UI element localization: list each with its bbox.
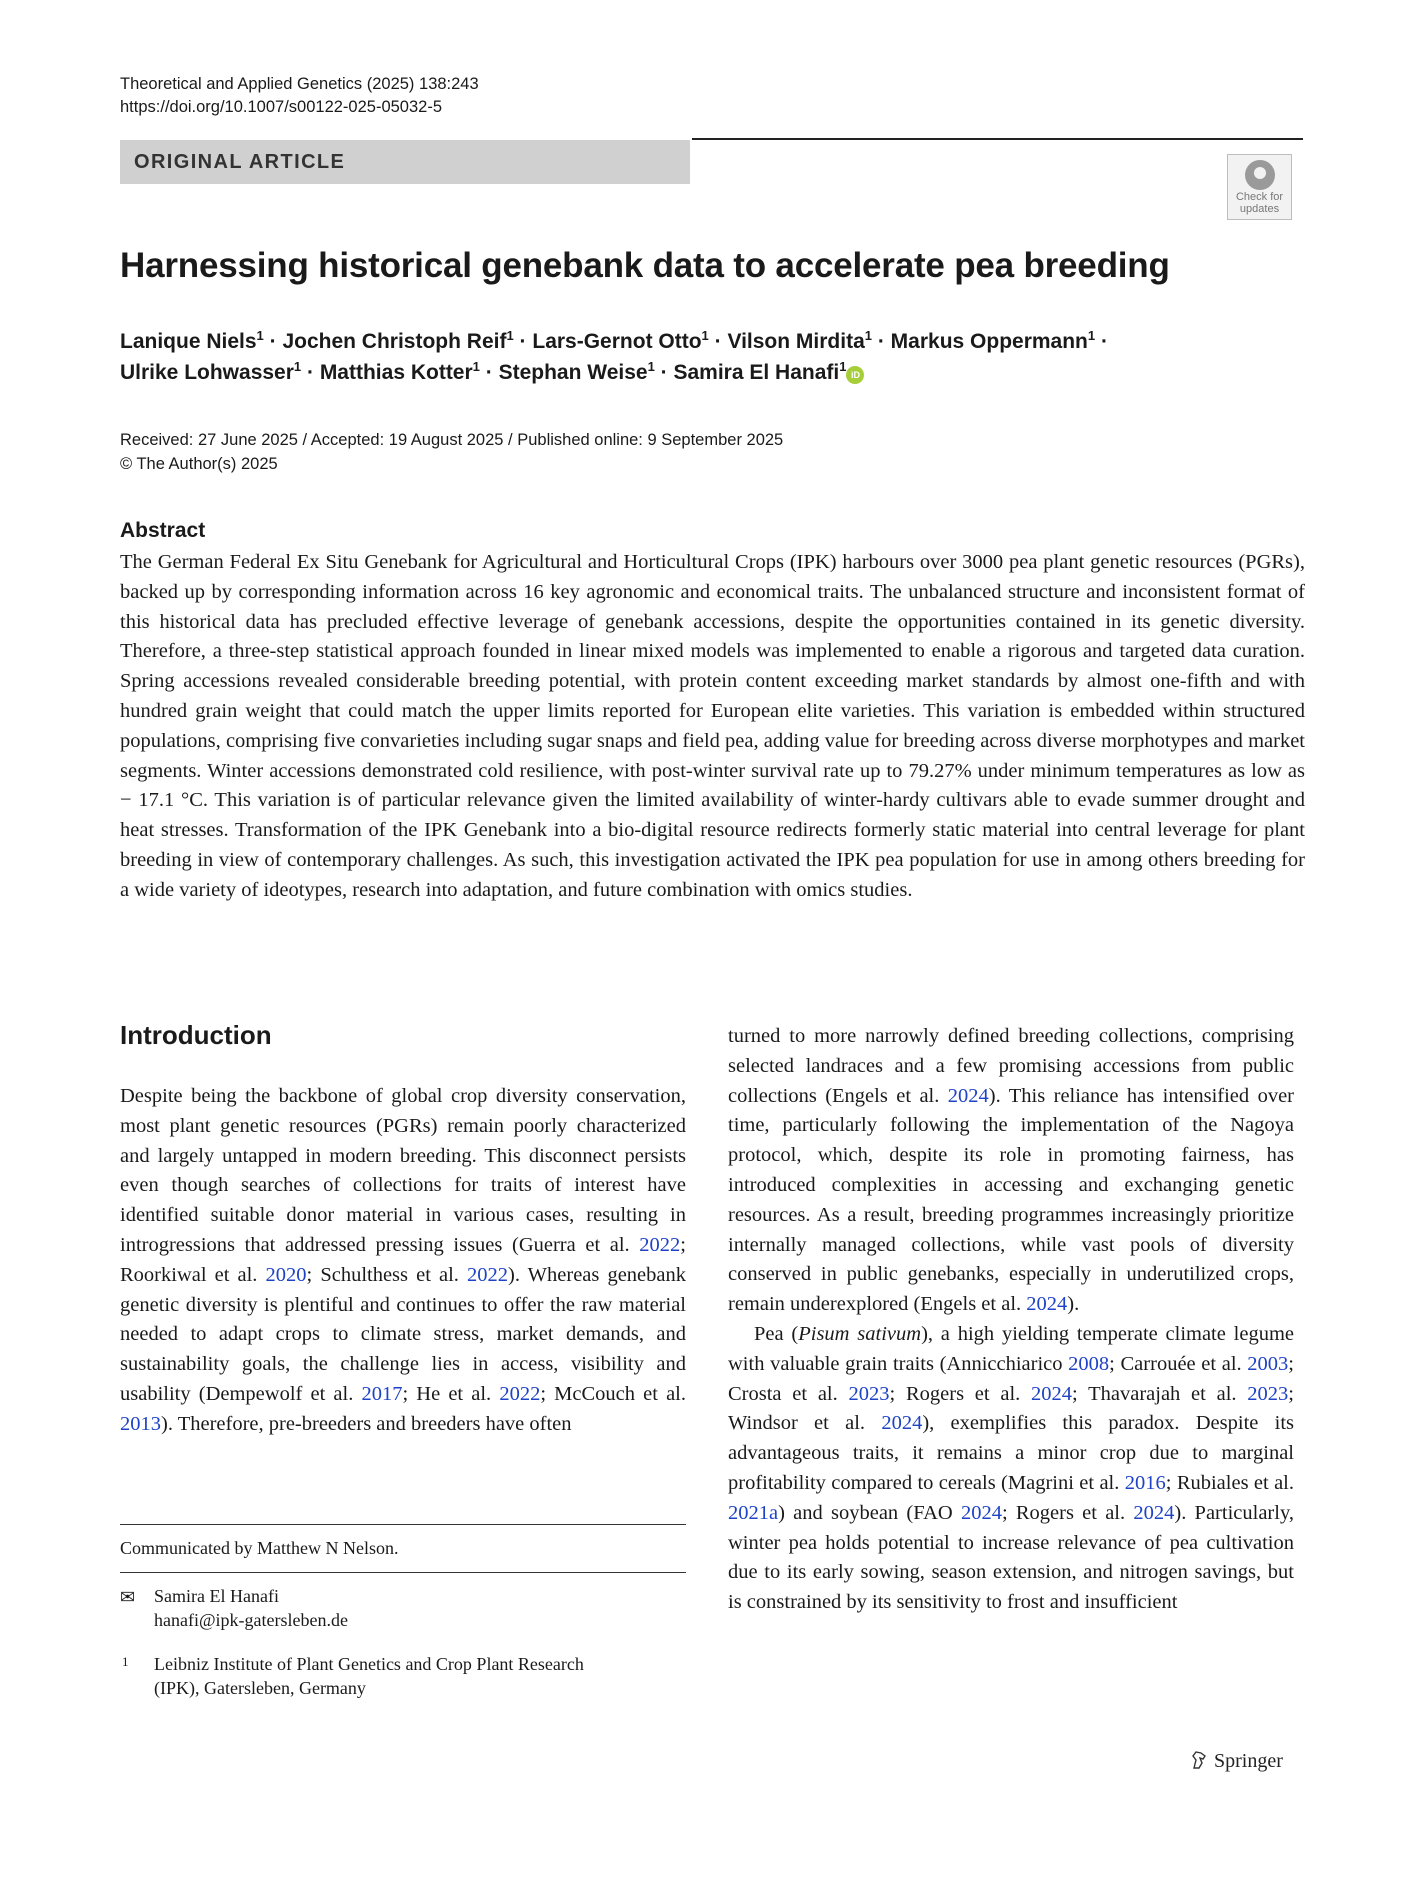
intro-paragraph-1-continued [728, 1022, 1294, 1320]
citation-link[interactable]: 2020 [265, 1263, 307, 1286]
history-dates: Received: 27 June 2025 / Accepted: 19 August 2025 / Published online: 9 September 2025 [120, 431, 784, 449]
affiliation-number: 1 [122, 1654, 129, 1669]
orcid-icon[interactable]: iD [846, 366, 864, 384]
doi-link[interactable]: https://doi.org/10.1007/s00122-025-05032-5 [120, 98, 442, 116]
author-separator: · [708, 330, 728, 353]
author-affiliation-mark: 1 [701, 328, 709, 343]
species-name: Pisum sativum [798, 1322, 922, 1345]
author-separator: · [872, 330, 891, 353]
paragraph-text: ). Therefore, pre-breeders and breeders have often [161, 1412, 572, 1435]
copyright: © The Author(s) 2025 [120, 455, 278, 473]
check-updates-icon [1245, 160, 1275, 190]
article-type-banner: ORIGINAL ARTICLE [120, 140, 690, 184]
paragraph-text: ; He et al. [402, 1382, 500, 1405]
paragraph-text: Pea ( [754, 1322, 799, 1345]
footnote-divider-2 [120, 1572, 686, 1573]
paragraph-text: ; Windsor et al. [728, 1382, 1294, 1435]
author-list [120, 326, 1310, 388]
intro-paragraph-2 [728, 1320, 1294, 1618]
footnote-divider [120, 1524, 686, 1525]
check-for-updates-badge[interactable] [1227, 154, 1292, 220]
citation-link[interactable]: 2024 [1026, 1293, 1068, 1316]
publisher-logo [1190, 1748, 1283, 1774]
envelope-icon: ✉ [120, 1587, 136, 1607]
paragraph-text: ; Rogers et al. [889, 1382, 1032, 1405]
header-rule [692, 138, 1303, 140]
citation-link[interactable]: 2024 [1133, 1501, 1175, 1524]
paragraph-text: ; Carrouée et al. [1109, 1352, 1248, 1375]
citation-link[interactable]: 2022 [639, 1233, 681, 1256]
author-line-1 [120, 326, 1310, 357]
author-separator: · [479, 361, 499, 384]
citation-link[interactable]: 2023 [848, 1382, 890, 1405]
citation-link[interactable]: 2021a [728, 1501, 779, 1524]
citation-link[interactable]: 2008 [1068, 1352, 1110, 1375]
paragraph-text: ; Rubiales et al. [1165, 1471, 1295, 1494]
springer-horse-icon [1190, 1750, 1208, 1770]
citation-link[interactable]: 2003 [1247, 1352, 1289, 1375]
abstract-text: The German Federal Ex Situ Genebank for Agricultural and Horticultural Crops (IPK) harbours over 3000 pea plant genetic resources (PGRs), backed up by corresponding information across 16 key agronomic and economical traits. The unbalanced structure and inconsistent format of this historical data has precluded effective leverage of genebank accessions, despite the opportunities contained in its genetic diversity. Therefore, a three-step statistical approach founded in linear mixed models was implemented to enable a rigorous and targeted data curation. Spring accessions revealed considerable breeding potential, with protein content exceeding market standards by almost one-fifth and with hundred grain weight that could match the upper limits reported for European elite varieties. This variation is embedded within structured populations, comprising five convarieties including sugar snaps and field pea, adding value for breeding across diverse morphotypes and market segments. Winter accessions demonstrated cold resilience, with post-winter survival rate up to 79.27% under minimum temperatures as low as − 17.1 °C. This variation is of particular relevance given the limited availability of winter-hardy cultivars able to evade summer drought and heat stresses. Transformation of the IPK Genebank into a bio-digital resource redirects formerly static material into central leverage for plant breeding in view of contemporary challenges. As such, this investigation activated the IPK pea population for use in among others breeding for a wide variety of ideotypes, research into adaptation, and future combination with omics studies. [120, 551, 1305, 901]
citation-link[interactable]: 2013 [120, 1412, 161, 1435]
paragraph-text: ), a high yielding temperate climate legume with valuable grain traits (Annicchiarico [728, 1322, 1294, 1375]
paragraph-text: ). [1067, 1293, 1080, 1316]
citation-link[interactable]: 2024 [947, 1084, 989, 1107]
author-name: Lanique Niels [120, 330, 257, 353]
author-affiliation-mark: 1 [1087, 328, 1096, 343]
paragraph-text: ; Thavarajah et al. [1072, 1382, 1248, 1405]
author-affiliation-mark: 1 [864, 328, 872, 343]
paragraph-text: ; Schulthess et al. [306, 1263, 467, 1286]
author-separator: · [301, 361, 320, 384]
paragraph-text: ; Roorkiwal et al. [120, 1233, 686, 1286]
introduction-heading: Introduction [120, 1020, 272, 1050]
paragraph-text: ; Crosta et al. [728, 1352, 1294, 1405]
author-affiliation-mark: 1 [839, 359, 847, 374]
author-affiliation-mark: 1 [256, 328, 264, 343]
corresponding-email[interactable]: hanafi@ipk-gatersleben.de [154, 1610, 348, 1630]
citation-link[interactable]: 2023 [1247, 1382, 1289, 1405]
abstract-heading: Abstract [120, 519, 206, 542]
journal-citation: Theoretical and Applied Genetics (2025) 138:243 [120, 75, 479, 93]
author-line-2 [120, 357, 1310, 388]
author-name: Lars-Gernot Otto [532, 330, 702, 353]
paragraph-text: ) and soybean (FAO [778, 1501, 961, 1524]
author-name: Ulrike Lohwasser [120, 361, 294, 384]
citation-link[interactable]: 2017 [361, 1382, 403, 1405]
author-name: Vilson Mirdita [727, 330, 865, 353]
citation-link[interactable]: 2022 [467, 1263, 508, 1286]
citation-link[interactable]: 2024 [960, 1501, 1002, 1524]
paragraph-text: ). Particularly, winter pea holds potential to increase relevance of pea cultivation due to its early sowing, season extension, and nitrogen savings, but is constrained by its sensitivity to frost and insufficient [728, 1501, 1294, 1614]
citation-link[interactable]: 2024 [1031, 1382, 1073, 1405]
author-separator: · [1095, 330, 1108, 353]
author-separator: · [263, 330, 283, 353]
author-name: Markus Oppermann [890, 330, 1088, 353]
paragraph-text: turned to more narrowly defined breeding collections, comprising selected landraces and a few promising accessions from public collections (Engels et al. [728, 1025, 1294, 1107]
paragraph-text: ). Whereas genebank genetic diversity is plentiful and continues to offer the raw material needed to adapt crops to climate stress, market demands, and sustainability goals, the challenge lies in access, visibility and usability (Dempewolf et al. [120, 1263, 687, 1405]
affiliation-line-1: Leibniz Institute of Plant Genetics and Crop Plant Research [154, 1654, 584, 1674]
paragraph-text: Despite being the backbone of global crop diversity conservation, most plant genetic resources (PGRs) remain poorly characterized and largely untapped in modern breeding. This disconnect persists even though searches of collections for traits of interest have identified suitable donor material in various cases, resulting in introgressions that addressed pressing issues (Guerra et al. [120, 1085, 686, 1256]
author-affiliation-mark: 1 [506, 328, 514, 343]
paragraph-text: ; Rogers et al. [1001, 1501, 1134, 1524]
journal-header [120, 73, 479, 119]
author-separator: · [513, 330, 533, 353]
citation-link[interactable]: 2024 [881, 1412, 923, 1435]
author-affiliation-mark: 1 [293, 359, 302, 374]
author-affiliation-mark: 1 [472, 359, 480, 374]
paragraph-text: ; McCouch et al. [540, 1382, 686, 1405]
article-title: Harnessing historical genebank data to accelerate pea breeding [120, 246, 1170, 285]
check-updates-label-2: updates [1239, 203, 1280, 215]
author-affiliation-mark: 1 [647, 359, 655, 374]
paragraph-text: ). This reliance has intensified over time, particularly following the implementation of the Nagoya protocol, which, despite its role in promoting fairness, has introduced complexities in accessing and exchanging genetic resources. As a result, breeding programmes increasingly prioritize internally managed collections, while vast pools of diversity conserved in public genebanks, especially in underutilized crops, remain underexplored (Engels et al. [728, 1084, 1294, 1316]
intro-paragraph-1 [120, 1082, 686, 1440]
author-name: Matthias Kotter [319, 361, 473, 384]
author-name: Jochen Christoph Reif [282, 330, 507, 353]
affiliation-line-2: (IPK), Gatersleben, Germany [154, 1678, 366, 1698]
author-separator: · [654, 361, 674, 384]
check-updates-label-1: Check for [1235, 191, 1284, 203]
paragraph-text: ), exemplifies this paradox. Despite its advantageous traits, it remains a minor crop due to marginal profitability compared to cereals (Magrini et al. [728, 1412, 1295, 1494]
right-column [728, 1022, 1294, 1618]
publisher-name: Springer [1214, 1750, 1283, 1772]
left-column [120, 1082, 686, 1440]
author-name: Samira El Hanafi [673, 361, 840, 384]
publication-dates [120, 428, 783, 476]
author-name: Stephan Weise [498, 361, 648, 384]
communicated-by: Communicated by Matthew N Nelson. [120, 1538, 399, 1558]
corresponding-name: Samira El Hanafi [154, 1586, 279, 1606]
citation-link[interactable]: 2022 [499, 1382, 541, 1405]
citation-link[interactable]: 2016 [1124, 1471, 1166, 1494]
